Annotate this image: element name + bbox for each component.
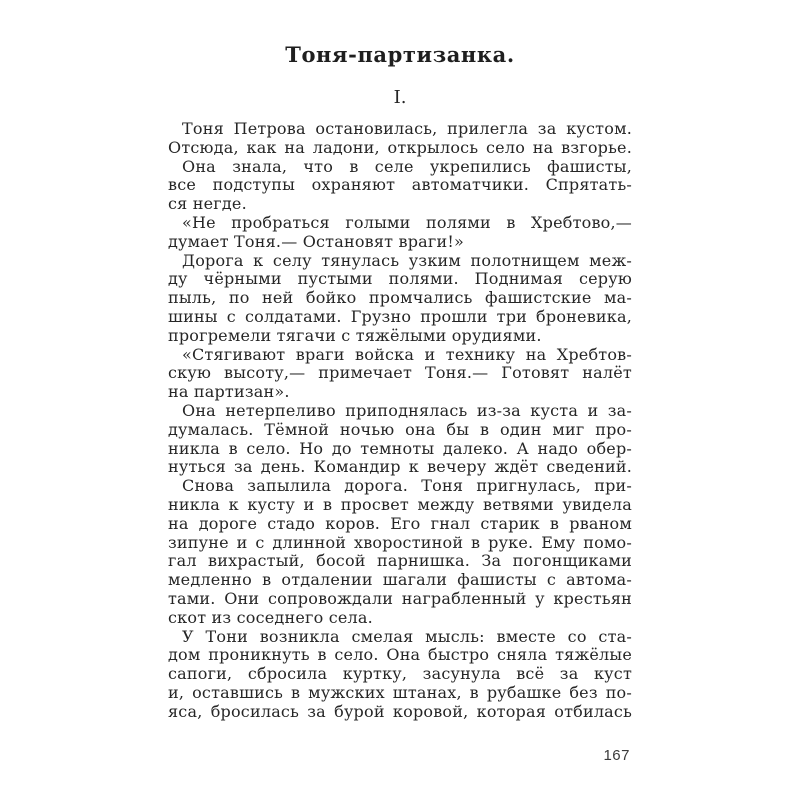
text-line: и, оставшись в мужских штанах, в рубашке без по- <box>168 682 632 702</box>
text-line: Тоня Петрова остановилась, прилегла за кустом. <box>182 119 632 138</box>
text-line: прогремели тягачи с тяжёлыми орудиями. <box>168 325 542 345</box>
section-number: I. <box>393 87 407 108</box>
text-line: никла к кусту и в просвет между ветвями увидела <box>168 494 632 514</box>
text-line: пыль, по ней бойко промчались фашистские ма- <box>168 288 632 308</box>
text-line: шины с солдатами. Грузно прошли три броневика, <box>168 306 632 326</box>
text-line: никла в село. Но до темноты далеко. А надо обер- <box>168 438 632 458</box>
text-line: скот из соседнего села. <box>168 607 373 627</box>
text-block <box>168 120 632 722</box>
text-line: все подступы охраняют автоматчики. Спрятать- <box>168 175 632 195</box>
chapter-title: Тоня-партизанка. <box>285 42 515 67</box>
text-line: думалась. Тёмной ночью она бы в один миг про- <box>168 419 632 439</box>
text-line: «Не пробраться голыми полями в Хребтово,— <box>182 212 632 232</box>
text-line: на дороге стадо коров. Его гнал старик в рваном <box>168 513 632 533</box>
text-line: на партизан». <box>168 382 290 402</box>
text-line: «Стягивают враги войска и технику на Хребтов- <box>182 344 632 364</box>
paragraph <box>168 158 632 214</box>
text-line: зипуне и с длинной хворостиной в руке. Ему помо- <box>168 532 632 552</box>
text-line: нуться за день. Командир к вечеру ждёт сведений. <box>168 457 632 477</box>
text-line: У Тони возникла смелая мысль: вместе со ста- <box>182 626 632 646</box>
text-line: медленно в отдалении шагали фашисты с автома- <box>168 570 632 590</box>
paragraph <box>168 402 632 477</box>
paragraph <box>168 346 632 402</box>
text-line: гал вихрастый, босой парнишка. За погонщиками <box>168 551 632 571</box>
text-line: сапоги, сбросила куртку, засунула всё за куст <box>168 664 632 684</box>
text-line: Она нетерпеливо приподнялась из-за куста и за- <box>182 400 632 420</box>
text-line: Она знала, что в селе укрепились фашисты, <box>182 156 632 176</box>
text-line: Дорога к селу тянулась узким полотнищем меж- <box>182 250 632 270</box>
text-line: тами. Они сопровождали награбленный у крестьян <box>168 588 632 608</box>
text-line: Снова запылила дорога. Тоня пригнулась, при- <box>182 476 632 496</box>
paragraph <box>168 214 632 252</box>
text-line: ся негде. <box>168 194 247 214</box>
paragraph <box>168 477 632 627</box>
text-line: яса, бросилась за бурой коровой, которая отбилась <box>168 701 632 721</box>
paragraph <box>168 120 632 158</box>
paragraph <box>168 628 632 722</box>
text-line: ду чёрными пустыми полями. Поднимая серую <box>168 269 632 289</box>
page-number: 167 <box>603 747 630 764</box>
paragraph <box>168 252 632 346</box>
text-line: дом проникнуть в село. Она быстро сняла тяжёлые <box>168 645 632 665</box>
text-line: скую высоту,— примечает Тоня.— Готовят налёт <box>168 363 632 383</box>
text-line: Отсюда, как на ладони, открылось село на взгорье. <box>168 137 632 157</box>
text-line: думает Тоня.— Остановят враги!» <box>168 231 464 251</box>
